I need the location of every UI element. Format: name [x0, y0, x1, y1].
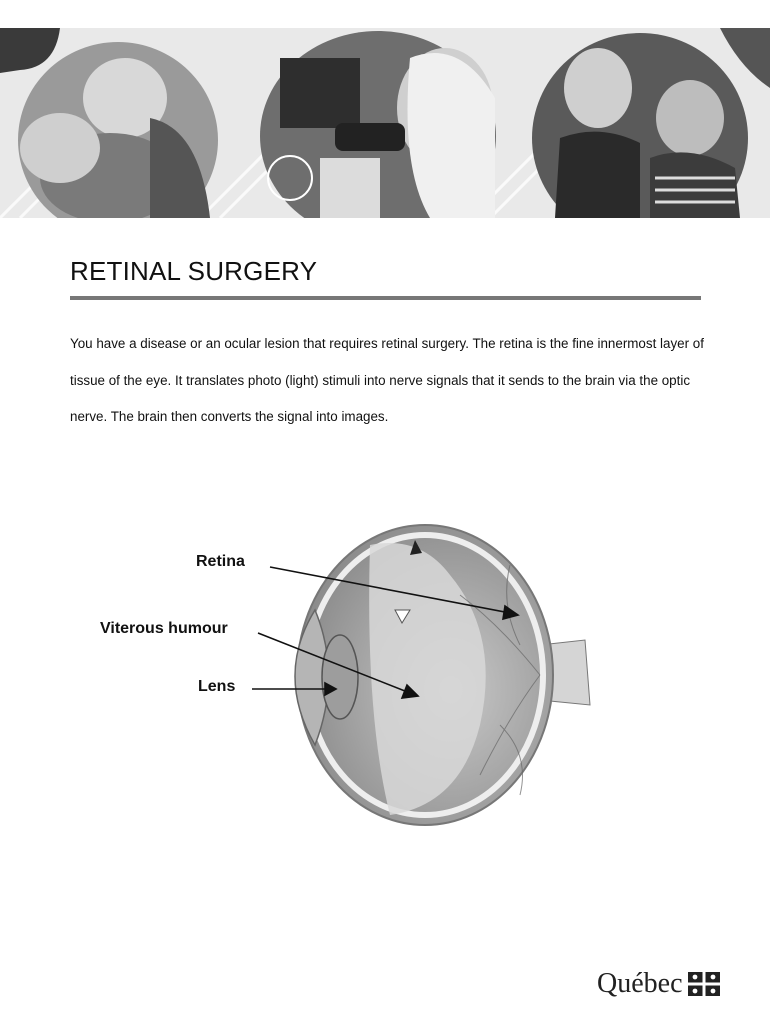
header-banner [0, 28, 770, 218]
eye-diagram [80, 515, 600, 835]
quebec-wordmark: Québec [597, 968, 683, 999]
eye-illustration [80, 515, 600, 835]
page-title: RETINAL SURGERY [70, 256, 318, 286]
retina-label: Retina [196, 553, 245, 570]
fleur-de-lis-flag-icon [688, 972, 720, 996]
lens [322, 635, 358, 719]
microscope-photo [260, 31, 496, 218]
intro-paragraph: You have a disease or an ocular lesion that requires retinal surgery. The retina is the fine innermost layer of tissue of the eye. It translates photo (light) stimuli into nerve signals that it sends to the brain via the optic nerve. The brain then converts the signal into images. [70, 336, 704, 424]
quebec-logo [597, 968, 720, 1000]
title-divider [70, 296, 701, 300]
vitreous-label: Viterous humour [100, 620, 228, 637]
header-photo-collage [0, 28, 770, 218]
lens-label: Lens [198, 678, 236, 695]
